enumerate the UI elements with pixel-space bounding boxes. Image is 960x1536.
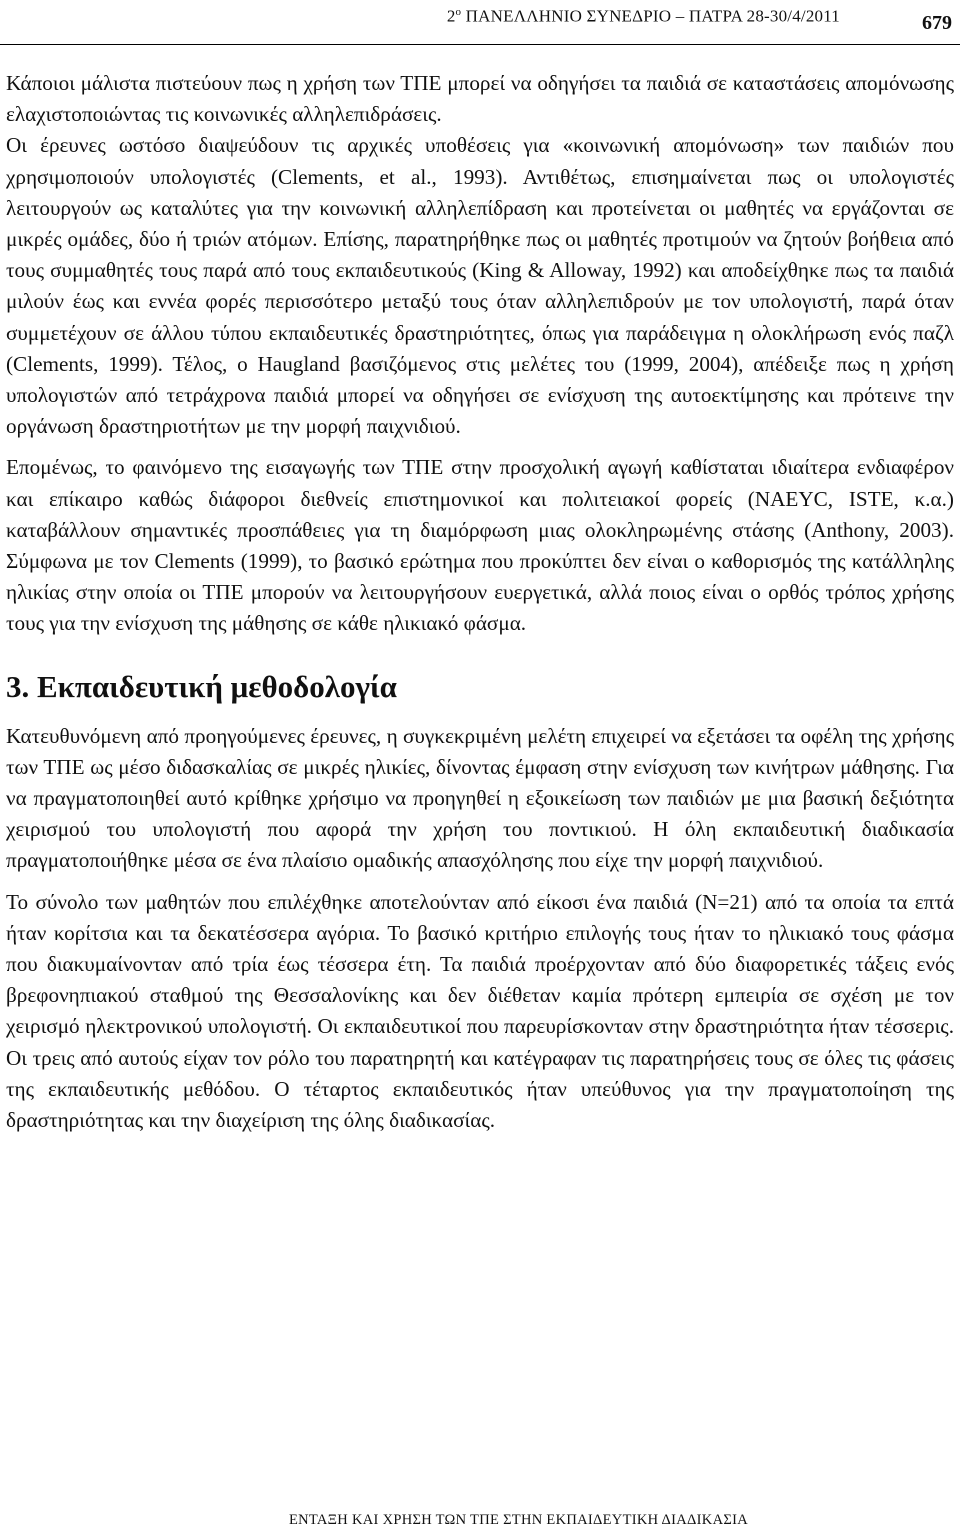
- conference-ordinal: 2: [446, 6, 456, 26]
- paragraph: Κάποιοι μάλιστα πιστεύουν πως η χρήση των ΤΠΕ μπορεί να οδηγήσει τα παιδιά σε καταστάσεις απομόνωσης ελαχιστοποιώντας τις κοινωνικές αλληλεπιδράσεις.: [6, 71, 954, 127]
- page-header: [0, 2, 960, 45]
- conference-title: [447, 6, 840, 27]
- page-number: 679: [922, 12, 952, 34]
- paragraph: Οι έρευνες ωστόσο διαψεύδουν τις αρχικές υποθέσεις για «κοινωνική απομόνωση» των παιδιών που χρησιμοποιούν υπολογιστές (Clements, et al., 1993). Αντιθέτως, επισημαίνεται πως οι υπολογιστές λειτουργούν ως καταλύτες για την κοινωνική αλληλεπίδραση και προτείνεται οι μαθητές να εργάζονται σε μικρές ομάδες, δύο ή τριών ατόμων. Επίσης, παρατηρήθηκε πως οι μαθητές προτιμούν να ζητούν βοήθεια από τους συμμαθητές τους παρά από τους εκπαιδευτικούς (King & Alloway, 1992) και αποδείχθηκε πως τα παιδιά μιλούν έως και εννέα φορές περισσότερο μεταξύ τους όταν αλληλεπιδρούν με τον υπολογιστή, παρά όταν συμμετέχουν σε άλλου τύπου εκπαιδευτικές δραστηριότητες, όπως για παράδειγμα η ολοκλήρωση ενός παζλ (Clements, 1999). Τέλος, ο Haugland βασιζόμενος στις μελέτες του (1999, 2004), απέδειξε πως η χρήση υπολογιστών από τετράχρονα παιδιά μπορεί να οδηγήσει σε ενίσχυση της αυτοεκτίμησης και πρότεινε την οργάνωση δραστηριοτήτων με την μορφή παιχνιδιού.: [6, 133, 954, 439]
- paragraph: Το σύνολο των μαθητών που επιλέχθηκε αποτελούνταν από είκοσι ένα παιδιά (N=21) από τα οποία τα επτά ήταν κορίτσια και τα δεκατέσσερα αγόρια. Το βασικό κριτήριο επιλογής τους ήταν το ηλικιακό τους φάσμα που διακυμαίνονταν από τρία έως τέσσερα έτη. Τα παιδιά προέρχονταν από δύο διαφορετικές τάξεις ενός βρεφονηπιακού σταθμού της Θεσσαλονίκης και δεν διέθεταν καμία πρότερη εμπειρία σε σχέση με τον χειρισμό ηλεκτρονικού υπολογιστή. Οι εκπαιδευτικοί που παρευρίσκονταν στην δραστηριότητα ήταν τέσσερις. Οι τρεις από αυτούς είχαν τον ρόλο του παρατηρητή και κατέγραφαν τις παρατηρήσεις τους σε όλες τις φάσεις της εκπαιδευτικής μεθόδου. Ο τέταρτος εκπαιδευτικός ήταν υπεύθυνος για την πραγματοποίηση της δραστηριότητας και την διαχείριση της όλης διαδικασίας.: [6, 889, 954, 1133]
- body-text: [6, 68, 954, 1136]
- paragraph: Κατευθυνόμενη από προηγούμενες έρευνες, η συγκεκριμένη μελέτη επιχειρεί να εξετάσει τα οφέλη της χρήσης των ΤΠΕ ως μέσο διδασκαλίας σε μικρές ηλικίες, δίνοντας έμφαση στην ενίσχυση των κινήτρων μάθησης. Για να πραγματοποιηθεί αυτό κρίθηκε χρήσιμο να προηγηθεί η εξοικείωση των παιδιών με μια βασική δεξιότητα χειρισμού του υπολογιστή που αφορά την χρήση του ποντικιού. Η όλη εκπαιδευτική διαδικασία πραγματοποιήθηκε μέσα σε ένα πλαίσιο ομαδικής απασχόλησης που είχε την μορφή παιχνιδιού.: [6, 723, 954, 873]
- paragraph: Επομένως, το φαινόμενο της εισαγωγής των ΤΠΕ στην προσχολική αγωγή καθίσταται ιδιαίτερα ενδιαφέρον και επίκαιρο καθώς διάφοροι διεθνείς επιστημονικοί και πολιτειακοί φορείς (NAEYC, ISTE, κ.α.) καταβάλλουν σημαντικές προσπάθειες για τη διαμόρφωση μιας ολοκληρωμένης στάσης (Anthony, 2003). Σύμφωνα με τον Clements (1999), το βασικό ερώτημα που προκύπτει δεν είναι ο καθορισμός της κατάλληλης ηλικίας στην οποία οι ΤΠΕ μπορούν να λειτουργήσουν ευεργετικά, αλλά ποιος είναι ο ορθός τρόπος χρήσης τους για την ενίσχυση της μάθησης σε κάθε ηλικιακό φάσμα.: [6, 455, 955, 636]
- conference-name: ΠΑΝΕΛΛΗΝΙΟ ΣΥΝΕΔΡΙΟ – ΠΑΤΡΑ 28-30/4/2011: [461, 6, 840, 26]
- section-heading: 3. Εκπαιδευτική μεθοδολογία: [6, 668, 397, 704]
- conference-ordinal-suffix: ο: [455, 6, 462, 18]
- page-footer: ΕΝΤΑΞΗ ΚΑΙ ΧΡΗΣΗ ΤΩΝ ΤΠΕ ΣΤΗΝ ΕΚΠΑΙΔΕΥΤΙΚΗ ΔΙΑΔΙΚΑΣΙΑ: [288, 1512, 748, 1528]
